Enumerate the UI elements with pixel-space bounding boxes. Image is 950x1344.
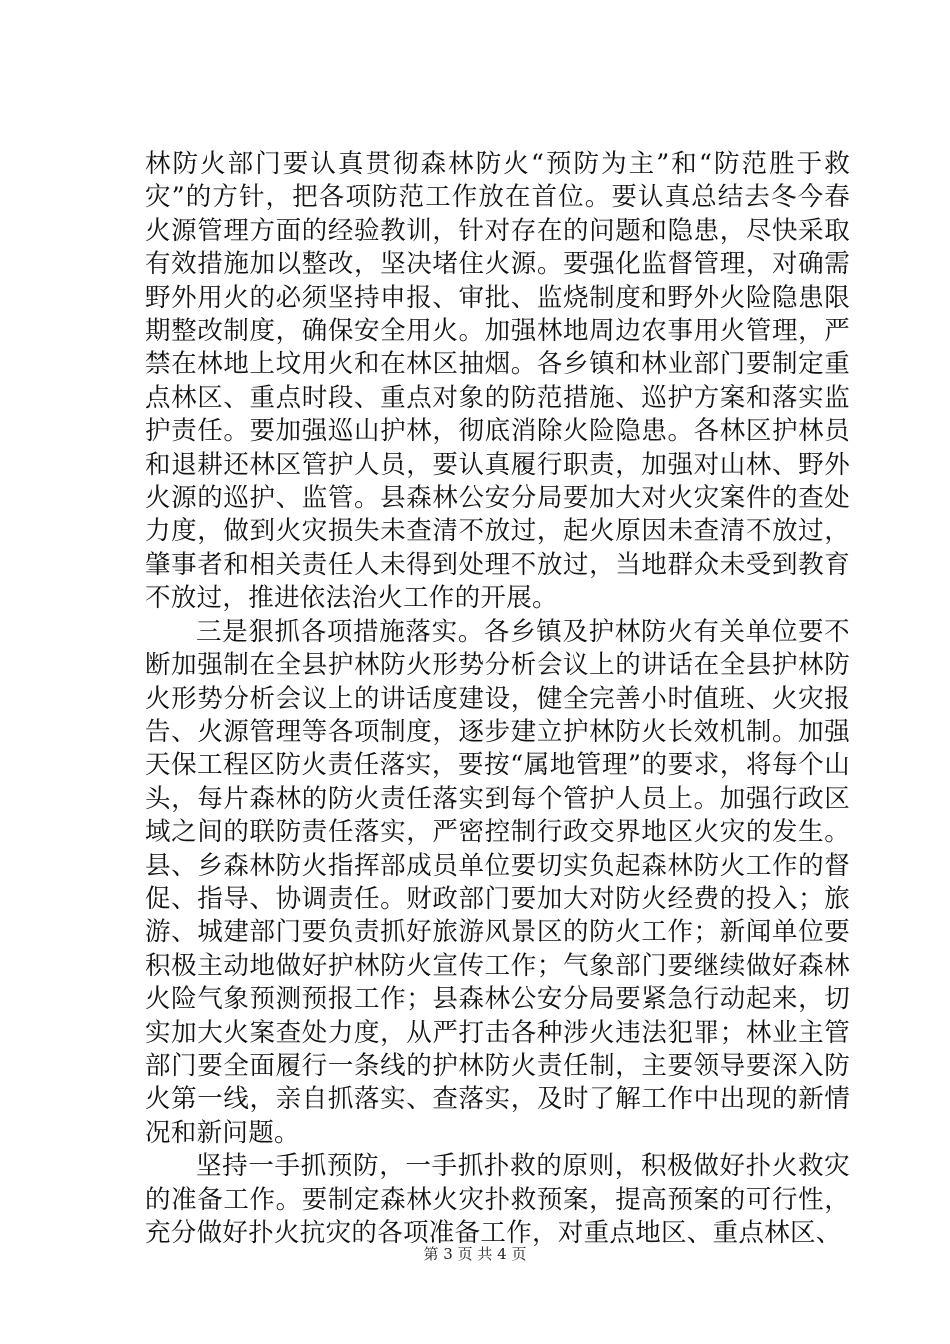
paragraph-3: 坚持一手抓预防，一手抓扑救的原则，积极做好扑火救灾的准备工作。要制定森林火灾扑救预案，提高预案的可行性，充分做好扑火抗灾的各项准备工作，对重点地区、重点林区、 — [145, 1151, 850, 1248]
paragraph-2: 三是狠抓各项措施落实。各乡镇及护林防火有关单位要不断加强制在全县护林防火形势分析会议上的讲话在全县护林防火形势分析会议上的讲话度建设，健全完善小时值班、火灾报告、火源管理等各项制度，逐步建立护林防火长效机制。加强天保工程区防火责任落实，要按“属地管理”的要求，将每个山头，每片森林的防火责任落实到每个管护人员上。加强行政区域之间的联防责任落实，严密控制行政交界地区火灾的发生。县、乡森林防火指挥部成员单位要切实负起森林防火工作的督促、指导、协调责任。财政部门要加大对防火经费的投入；旅游、城建部门要负责抓好旅游风景区的防火工作；新闻单位要积极主动地做好护林防火宣传工作；气象部门要继续做好森林火险气象预测预报工作；县森林公安分局要紧急行动起来，切实加大火案查处力度，从严打击各种涉火违法犯罪；林业主管部门要全面履行一条线的护林防火责任制，主要领导要深入防火第一线，亲自抓落实、查落实，及时了解工作中出现的新情况和新问题。 — [145, 616, 850, 1148]
page-footer — [0, 1244, 950, 1264]
page-number-label: 第 3 页 共 4 页 — [423, 1245, 527, 1263]
paragraph-1: 林防火部门要认真贯彻森林防火“预防为主”和“防范胜于救灾”的方针，把各项防范工作放在首位。要认真总结去冬今春火源管理方面的经验教训，针对存在的问题和隐患，尽快采取有效措施加以整改，坚决堵住火源。要强化监督管理，对确需野外用火的必须坚持申报、审批、监烧制度和野外火险隐患限期整改制度，确保安全用火。加强林地周边农事用火管理，严禁在林地上坟用火和在林区抽烟。各乡镇和林业部门要制定重点林区、重点时段、重点对象的防范措施、巡护方案和落实监护责任。要加强巡山护林，彻底消除火险隐患。各林区护林员和退耕还林区管护人员，要认真履行职责，加强对山林、野外火源的巡护、监管。县森林公安分局要加大对火灾案件的查处力度，做到火灾损失未查清不放过，起火原因未查清不放过，肇事者和相关责任人未得到处理不放过，当地群众未受到教育不放过，推进依法治火工作的开展。 — [145, 149, 850, 614]
document-body — [145, 148, 850, 1250]
